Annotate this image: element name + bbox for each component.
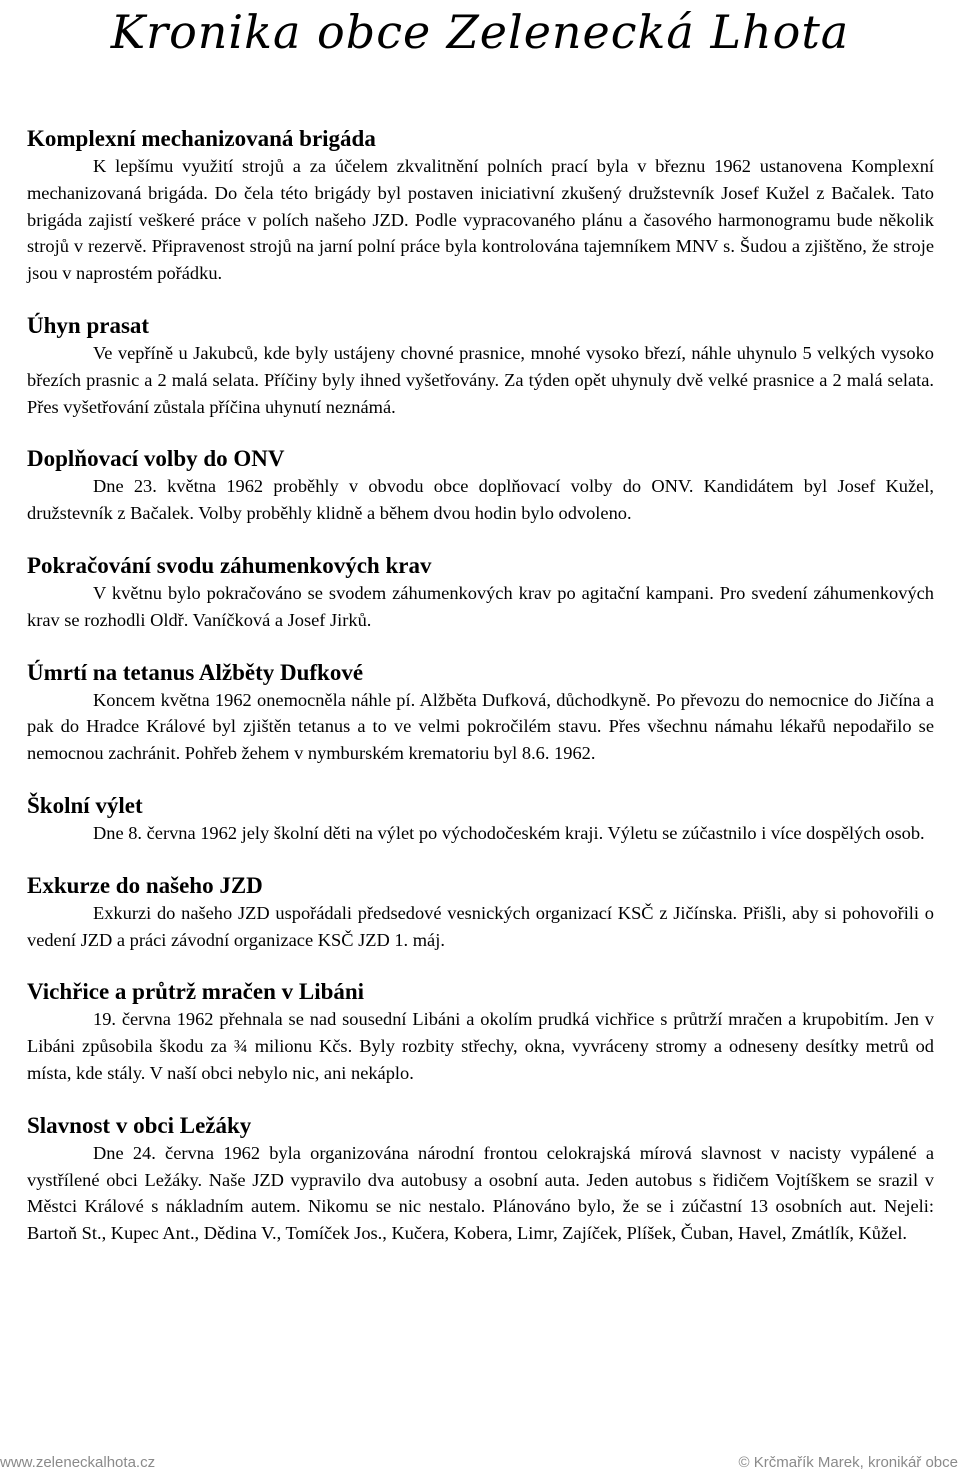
section-jzd-excursion <box>27 873 934 954</box>
section-heading: Pokračování svodu záhumenkových krav <box>27 552 432 578</box>
section-heading: Vichřice a průtrž mračen v Libáni <box>27 979 365 1005</box>
chronicle-title: Kronika obce Zelenecká Lhota <box>110 5 850 59</box>
section-heading: Slavnost v obci Ležáky <box>27 1112 252 1138</box>
section-onv-elections <box>27 446 934 527</box>
section-heading: Úhyn prasat <box>27 312 150 338</box>
section-text: Dne 24. června 1962 byla organizována národní frontou celokrajská mírová slavnost v nacisty vypálené a vystřílené obci Ležáky. Naše JZD vypravilo dva autobusy a osobní auta. Jeden autobus s řidičem Vojtíškem se srazil v Městci Králové s nákladním autem. Nikomu se nic nestalo. Plánováno bylo, že se i zúčastní 13 osobních aut. Nejeli: Bartoň St., Kupec Ant., Dědina V., Tomíček Jos., Kučera, Kobera, Limr, Zajíček, Plíšek, Čuban, Havel, Zmátlík, Kůžel. <box>27 1142 934 1244</box>
section-heading: Úmrtí na tetanus Alžběty Dufkové <box>27 659 364 685</box>
section-text: Ve vepříně u Jakubců, kde byly ustájeny chovné prasnice, mnohé vysoko březí, náhle uhynulo 5 velkých vysoko březích prasnic a 2 malá selata. Příčiny byly ihned vyšetřovány. Za týden opět uhynuly dvě velké prasnice a 2 malá selata. Přes vyšetřování zůstala příčina uhynutí neznámá. <box>27 342 934 417</box>
section-school-trip <box>27 793 934 847</box>
section-text: Koncem května 1962 onemocněla náhle pí. Alžběta Dufková, důchodkyně. Po převozu do nemocnice do Jičína a pak do Hradce Králové byl zjištěn tetanus a to ve velmi pokročilém stavu. Přes všechnu námahu lékařů nepodařilo se nemocnou zachránit. Pohřeb žehem v nymburském krematoriu byl 8.6. 1962. <box>27 689 934 764</box>
section-text: Exkurzi do našeho JZD uspořádali předsedové vesnických organizací KSČ z Jičínska. Přišli, aby si pohovořili o vedení JZD a práci závodní organizace KSČ JZD 1. máj. <box>27 902 934 950</box>
website-link[interactable]: www.zeleneckalhota.cz <box>0 1454 156 1471</box>
page-footer <box>0 1452 960 1474</box>
chronicle-content <box>27 126 934 1273</box>
section-text: Dne 23. května 1962 proběhly v obvodu obce doplňovací volby do ONV. Kandidátem byl Josef Kužel, družstevník z Bačalek. Volby proběhly klidně a během dvou hodin bylo odvoleno. <box>27 476 934 524</box>
section-text: K lepšímu využití strojů a za účelem zkvalitnění polních prací byla v březnu 1962 ustanovena Komplexní mechanizovaná brigáda. Do čela této brigády byl postaven iniciativní zkušený družstevník Josef Kužel z Bačalek. Tato brigáda zajistí veškeré práce v polích našeho JZD. Podle vypracovaného plánu a časového harmonogramu bude několik strojů v rezervě. Připravenost strojů na jarní polní práce byla kontrolována tajemníkem MNV s. Šudou a zjištěno, že stroje jsou v naprostém pořádku. <box>27 156 934 284</box>
copyright-text: © Krčmařík Marek, kronikář obce <box>738 1454 958 1471</box>
section-storm-libani <box>27 979 934 1086</box>
section-text: V květnu bylo pokračováno se svodem záhumenkových krav po agitační kampani. Pro svedení záhumenkových krav se rozhodli Oldř. Vaníčková a Josef Jirků. <box>27 582 934 630</box>
section-heading: Exkurze do našeho JZD <box>27 872 263 898</box>
section-mechanized-brigade <box>27 126 934 287</box>
section-heading: Doplňovací volby do ONV <box>27 446 285 472</box>
section-tetanus-death <box>27 660 934 767</box>
section-heading: Školní výlet <box>27 792 143 818</box>
section-text: Dne 8. června 1962 jely školní děti na výlet po východočeském kraji. Výletu se zúčastnilo i více dospělých osob. <box>93 822 925 843</box>
section-lezaky-ceremony <box>27 1113 934 1247</box>
section-cow-transfer <box>27 553 934 634</box>
section-pig-deaths <box>27 313 934 420</box>
section-text: 19. června 1962 přehnala se nad sousední Libáni a okolím prudká vichřice s průtrží mračen a krupobitím. Jen v Libáni způsobila škodu za ¾ milionu Kčs. Byly rozbity střechy, okna, vyvráceny stromy a odneseny desítky metrů od místa, kde stály. V naší obci nebylo nic, ani nekáplo. <box>27 1009 934 1083</box>
section-heading: Komplexní mechanizovaná brigáda <box>27 126 376 151</box>
